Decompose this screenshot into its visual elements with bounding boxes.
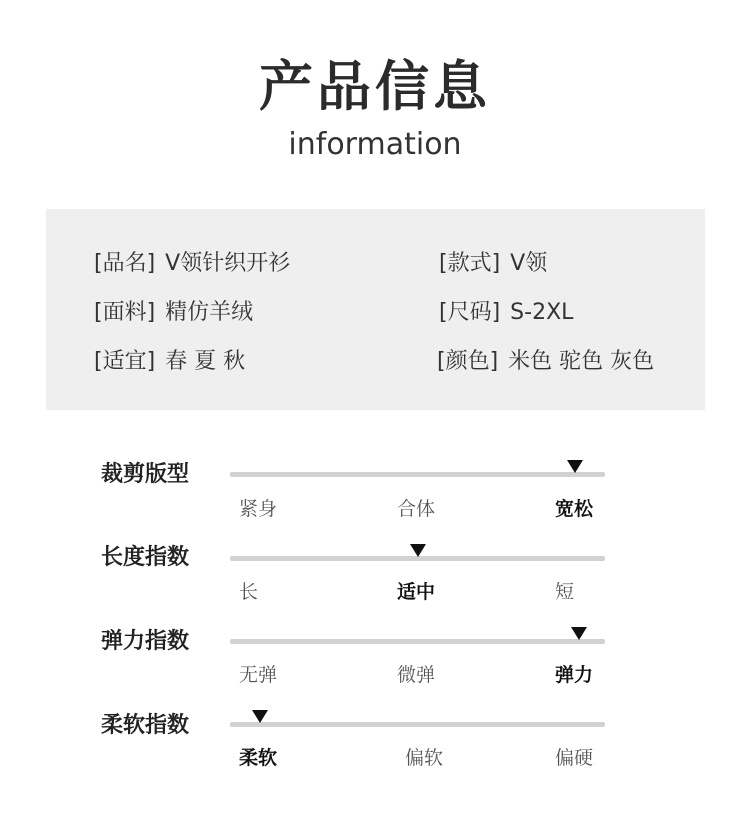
info-name <box>94 249 290 279</box>
info-color-label: [颜色] <box>437 349 499 374</box>
metric-softness-marker <box>252 710 268 723</box>
metric-fit-option-loose: 宽松 <box>555 498 594 520</box>
page-subtitle: information <box>288 127 462 162</box>
metric-length-option-short: 短 <box>555 581 575 603</box>
metric-elasticity-option-none: 无弹 <box>239 664 278 686</box>
metric-fit-option-regular: 合体 <box>397 498 436 520</box>
info-color-value: 米色 驼色 灰色 <box>508 349 655 374</box>
info-style-label: [款式] <box>439 251 501 276</box>
info-size-value: S-2XL <box>510 300 574 325</box>
product-info-panel <box>46 209 705 410</box>
metric-fit-label: 裁剪版型 <box>101 462 190 487</box>
info-fabric <box>94 298 253 328</box>
metric-softness-option-soft: 柔软 <box>239 747 278 769</box>
metric-length-label: 长度指数 <box>101 545 190 570</box>
metric-softness-option-firm: 偏硬 <box>555 747 594 769</box>
metric-length-option-long: 长 <box>239 581 259 603</box>
info-fabric-label: [面料] <box>94 300 156 325</box>
metric-elasticity-option-slight: 微弹 <box>397 664 436 686</box>
metric-elasticity-marker <box>571 627 587 640</box>
metric-fit-option-tight: 紧身 <box>239 498 278 520</box>
info-fabric-value: 精仿羊绒 <box>165 300 254 325</box>
info-style-value: V领 <box>510 251 548 276</box>
metric-softness-label: 柔软指数 <box>101 713 190 738</box>
info-name-label: [品名] <box>94 251 156 276</box>
info-name-value: V领针织开衫 <box>165 251 291 276</box>
info-size <box>439 298 573 328</box>
info-size-label: [尺码] <box>439 300 501 325</box>
metric-softness-track <box>230 722 605 727</box>
info-season-value: 春 夏 秋 <box>165 349 246 374</box>
metric-elasticity-option-stretch: 弹力 <box>555 664 594 686</box>
info-season <box>94 347 245 377</box>
info-season-label: [适宜] <box>94 349 156 374</box>
metric-elasticity-label: 弹力指数 <box>101 629 190 654</box>
metric-elasticity-track <box>230 639 605 644</box>
metric-length-option-medium: 适中 <box>397 581 436 603</box>
info-style <box>439 249 547 279</box>
metric-fit-track <box>230 472 605 477</box>
metric-length-marker <box>410 544 426 557</box>
page-title: 产品信息 <box>259 55 491 118</box>
metric-softness-option-medium-soft: 偏软 <box>405 747 444 769</box>
metric-fit-marker <box>567 460 583 473</box>
info-color <box>437 347 654 377</box>
